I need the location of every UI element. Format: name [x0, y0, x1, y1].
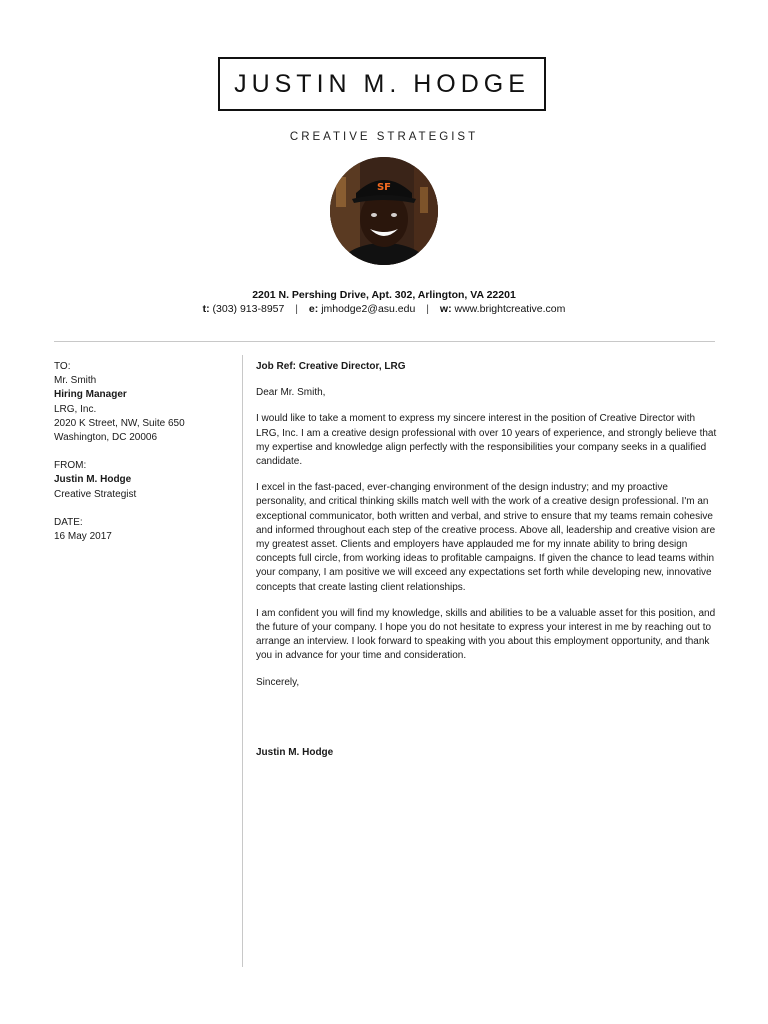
contact-separator: |: [426, 303, 429, 315]
recipient-company: LRG, Inc.: [54, 403, 97, 415]
name-header-box: [218, 57, 546, 111]
closing: Sincerely,: [256, 676, 300, 688]
date-block: [54, 516, 234, 544]
date-label: DATE:: [54, 516, 83, 528]
email-label: e:: [308, 303, 319, 315]
recipient-street: 2020 K Street, NW, Suite 650: [54, 417, 185, 429]
profile-photo: [330, 157, 438, 265]
website-link[interactable]: www.brightcreative.com: [454, 303, 566, 315]
letter-body: [256, 360, 718, 772]
website-label: w:: [439, 303, 452, 315]
sidebar-details: [54, 360, 234, 558]
sender-name: Justin M. Hodge: [54, 474, 132, 486]
letter-paragraph: I would like to take a moment to express my sincere interest in the position of Creative Director with LRG, Inc. I am a creative design professional with over 10 years of experience, and strongly believe that my expertise and knowledge align perfectly with the responsibilities your company seeks in a qualified candidate.: [256, 413, 717, 468]
column-divider: [242, 355, 243, 967]
mailing-address: 2201 N. Pershing Drive, Apt. 302, Arlington, VA 22201: [252, 289, 516, 301]
salutation: Dear Mr. Smith,: [256, 387, 326, 399]
recipient-city: Washington, DC 20006: [54, 432, 158, 444]
contact-line: [0, 303, 768, 315]
applicant-name: JUSTIN M. HODGE: [234, 69, 530, 98]
sender-block: [54, 459, 234, 502]
from-label: FROM:: [54, 460, 87, 472]
letter-paragraph: I am confident you will find my knowledge, skills and abilities to be a valuable asset for this position, and the future of your company. I hope you do not hesitate to express your interest in me by reaching out to arrange an interview. I look forward to speaking with you about this employment opportunity, and thank you in advance for your time and consideration.: [256, 607, 716, 662]
signature: Justin M. Hodge: [256, 746, 334, 758]
recipient-name: Mr. Smith: [54, 375, 97, 387]
header-divider: [54, 341, 715, 342]
svg-text:SF: SF: [376, 182, 392, 193]
job-reference: Job Ref: Creative Director, LRG: [256, 361, 406, 372]
recipient-block: [54, 360, 234, 445]
recipient-role: Hiring Manager: [54, 389, 127, 401]
sender-role: Creative Strategist: [54, 488, 137, 500]
phone-label: t:: [202, 303, 210, 315]
date-value: 16 May 2017: [54, 531, 112, 543]
profile-photo-illustration: [330, 157, 438, 265]
phone-number: (303) 913-8957: [212, 303, 285, 315]
to-label: TO:: [54, 361, 71, 372]
email-address[interactable]: jmhodge2@asu.edu: [321, 303, 416, 315]
letter-paragraph: I excel in the fast-paced, ever-changing environment of the design industry; and my proactive personality, and critical thinking skills match well with the work of a creative design professional. I'm an exceptional communicator, both written and verbal, and strive to ensure that my teams remain cohesive and informed throughout each step of the creative process. Above all, leadership and creative vision are my greatest asset. Clients and employers have applauded me for my innate ability to bring design concepts full circle, from working ideas to profitable campaigns. If given the chance to lead teams within your company, I am positive we will exceed any expectations set forth while developing new, innovative concepts that create lasting client relationships.: [256, 482, 716, 593]
contact-separator: |: [295, 303, 298, 315]
applicant-title: CREATIVE STRATEGIST: [289, 131, 479, 143]
